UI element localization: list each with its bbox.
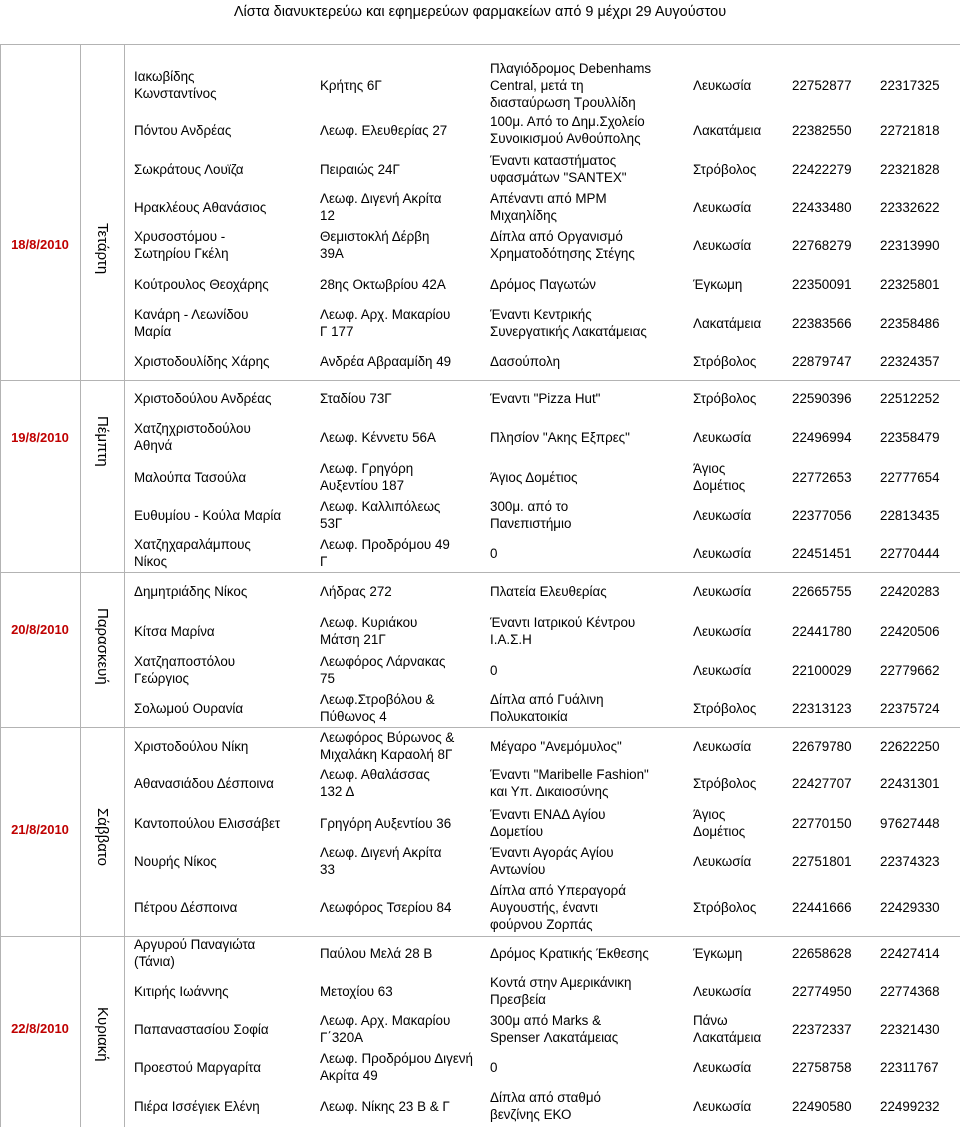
phone-secondary: 22770444 (880, 546, 940, 561)
phone-primary: 22496994 (792, 430, 852, 445)
phone-primary: 22433480 (792, 200, 852, 215)
phone-secondary: 22622250 (880, 739, 940, 754)
area: Στρόβολος (693, 162, 757, 177)
page-title: Λίστα διανυκτερεύω και εφημερεύων φαρμακείων από 9 μέχρι 29 Αυγούστου (233, 4, 727, 20)
address: Λεωφ. Προδρόμου Διγενή Ακρίτα 49 (320, 1051, 473, 1083)
area: Λακατάμεια (693, 316, 762, 331)
phone-primary: 22590396 (792, 391, 852, 406)
phone-secondary: 22721818 (880, 123, 940, 138)
area: Στρόβολος (693, 776, 757, 791)
phone-secondary: 22374323 (880, 854, 940, 869)
phone-secondary: 22321430 (880, 1022, 940, 1037)
weekday-label: Τετάρτη (94, 223, 111, 275)
landmark: Άγιος Δομέτιος (490, 470, 578, 485)
pharmacist-name: Κίτσα Μαρίνα (134, 624, 215, 639)
pharmacist-name: Χρυσοστόμου - Σωτηρίου Γκέλη (134, 229, 229, 261)
landmark: 300μ από Marks & Spenser Λακατάμειας (490, 1013, 619, 1045)
date-label: 19/8/2010 (11, 430, 69, 445)
phone-primary: 22350091 (792, 277, 852, 292)
landmark: Μέγαρο "Ανεμόμυλος" (490, 739, 622, 754)
grid-line (0, 572, 960, 573)
pharmacist-name: Νουρής Νίκος (134, 854, 217, 869)
address: 28ης Οκτωβρίου 42Α (320, 277, 446, 292)
landmark: 0 (490, 663, 498, 678)
landmark: Δίπλα από σταθμό βενζίνης ΕΚΟ (490, 1090, 601, 1122)
area: Λευκωσία (693, 508, 752, 523)
phone-secondary: 22313990 (880, 238, 940, 253)
area: Λευκωσία (693, 200, 752, 215)
area: Λευκωσία (693, 238, 752, 253)
phone-primary: 22658628 (792, 946, 852, 961)
pharmacist-name: Χατζηαποστόλου Γεώργιος (134, 654, 236, 686)
area: Στρόβολος (693, 391, 757, 406)
address: Λεωφ. Αθαλάσσας 132 Δ (320, 767, 430, 799)
landmark: Έναντι "Maribelle Fashion" και Υπ. Δικαιοσύνης (490, 767, 649, 799)
address: Ανδρέα Αβρααμίδη 49 (320, 354, 452, 369)
area: Λευκωσία (693, 854, 752, 869)
address: Μετοχίου 63 (320, 984, 393, 999)
area: Λευκωσία (693, 584, 752, 599)
landmark: 300μ. από το Πανεπιστήμιο (490, 499, 572, 531)
landmark: Δρόμος Κρατικής Έκθεσης (490, 946, 649, 961)
weekday-label: Κυριακή (94, 1007, 111, 1062)
phone-primary: 22772653 (792, 470, 852, 485)
phone-primary: 22752877 (792, 78, 852, 93)
area: Λευκωσία (693, 78, 752, 93)
pharmacist-name: Χριστοδούλου Νίκη (134, 739, 249, 754)
phone-primary: 22313123 (792, 701, 852, 716)
date-label: 21/8/2010 (11, 822, 69, 837)
weekday-label: Σάββατο (94, 808, 111, 866)
phone-primary: 22383566 (792, 316, 852, 331)
landmark: Έναντι Κεντρικής Συνεργατικής Λακατάμειας (490, 307, 647, 339)
phone-primary: 22377056 (792, 508, 852, 523)
phone-primary: 22679780 (792, 739, 852, 754)
area: Λευκωσία (693, 430, 752, 445)
phone-secondary: 22332622 (880, 200, 940, 215)
landmark: Απέναντι από ΜΡΜ Μιχαηλίδης (490, 191, 607, 223)
landmark: Δρόμος Παγωτών (490, 277, 596, 292)
landmark: Πλαγιόδρομος Debenhams Central, μετά τη διασταύρωση Τρουλλίδη (490, 61, 652, 110)
area: Άγιος Δομέτιος (693, 807, 746, 839)
landmark: Έναντι ΕΝΑΔ Αγίου Δομετίου (490, 807, 606, 839)
address: Λεωφ. Ελευθερίας 27 (320, 123, 448, 138)
landmark: Έναντι Ιατρικού Κέντρου Ι.Α.Σ.Η (490, 615, 636, 647)
address: Λεωφ. Αρχ. Μακαρίου Γ΄320Α (320, 1013, 451, 1045)
pharmacist-name: Κιτιρής Ιωάννης (134, 984, 229, 999)
phone-secondary: 22777654 (880, 470, 940, 485)
area: Έγκωμη (693, 277, 743, 292)
landmark: Έναντι "Pizza Hut" (490, 391, 601, 406)
phone-primary: 22770150 (792, 816, 852, 831)
area: Λευκωσία (693, 1099, 752, 1114)
pharmacist-name: Χριστοδουλίδης Χάρης (134, 354, 270, 369)
landmark: 0 (490, 1060, 498, 1075)
area: Λευκωσία (693, 739, 752, 754)
phone-secondary: 22779662 (880, 663, 940, 678)
phone-primary: 22751801 (792, 854, 852, 869)
address: Γρηγόρη Αυξεντίου 36 (320, 816, 452, 831)
phone-primary: 22100029 (792, 663, 852, 678)
address: Λεωφ. Διγενή Ακρίτα 12 (320, 191, 442, 223)
pharmacist-name: Χατζηχαραλάμπους Νίκος (134, 537, 251, 569)
grid-line (0, 44, 960, 45)
pharmacist-name: Αθανασιάδου Δέσποινα (134, 776, 274, 791)
phone-secondary: 22499232 (880, 1099, 940, 1114)
pharmacist-name: Χριστοδούλου Ανδρέας (134, 391, 272, 406)
phone-primary: 22451451 (792, 546, 852, 561)
landmark: Πλατεία Ελευθερίας (490, 584, 607, 599)
phone-secondary: 22420283 (880, 584, 940, 599)
area: Λευκωσία (693, 546, 752, 561)
address: Παύλου Μελά 28 Β (320, 946, 433, 961)
area: Λευκωσία (693, 1060, 752, 1075)
pharmacist-name: Προεστού Μαργαρίτα (134, 1060, 261, 1075)
phone-primary: 22382550 (792, 123, 852, 138)
grid-line (0, 44, 1, 1127)
address: Λεωφ. Κέννετυ 56Α (320, 430, 436, 445)
phone-secondary: 97627448 (880, 816, 940, 831)
area: Στρόβολος (693, 701, 757, 716)
address: Λεωφόρος Τσερίου 84 (320, 900, 452, 915)
area: Λευκωσία (693, 984, 752, 999)
phone-secondary: 22358486 (880, 316, 940, 331)
landmark: 100μ. Από το Δημ.Σχολείο Συνοικισμού Ανθούπολης (490, 114, 645, 146)
date-label: 18/8/2010 (11, 237, 69, 252)
phone-secondary: 22325801 (880, 277, 940, 292)
phone-secondary: 22324357 (880, 354, 940, 369)
address: Κρήτης 6Γ (320, 78, 382, 93)
phone-secondary: 22317325 (880, 78, 940, 93)
phone-secondary: 22427414 (880, 946, 940, 961)
area: Άγιος Δομέτιος (693, 461, 746, 493)
pharmacist-name: Πόντου Ανδρέας (134, 123, 232, 138)
landmark: Έναντι Αγοράς Αγίου Αντωνίου (490, 845, 614, 877)
pharmacist-name: Ευθυμίου - Κούλα Μαρία (134, 508, 282, 523)
pharmacist-name: Χατζηχριστοδούλου Αθηνά (134, 421, 251, 453)
area: Λευκωσία (693, 663, 752, 678)
pharmacist-name: Πιέρα Ισσέγιεκ Ελένη (134, 1099, 260, 1114)
address: Λεωφ. Νίκης 23 Β & Γ (320, 1099, 450, 1114)
area: Στρόβολος (693, 900, 757, 915)
pharmacist-name: Μαλούπα Τασούλα (134, 470, 247, 485)
address: Λεωφ. Αρχ. Μακαρίου Γ 177 (320, 307, 451, 339)
grid-line (0, 727, 960, 728)
phone-primary: 22768279 (792, 238, 852, 253)
pharmacist-name: Αργυρού Παναγιώτα (Τάνια) (134, 937, 256, 969)
landmark: Δίπλα από Οργανισμό Χρηματοδότησης Στέγης (490, 229, 635, 261)
phone-secondary: 22420506 (880, 624, 940, 639)
area: Λακατάμεια (693, 123, 762, 138)
landmark: Κοντά στην Αμερικάνικη Πρεσβεία (490, 975, 632, 1007)
pharmacist-name: Ηρακλέους Αθανάσιος (134, 200, 267, 215)
pharmacist-name: Σολωμού Ουρανία (134, 701, 244, 716)
phone-secondary: 22431301 (880, 776, 940, 791)
date-label: 22/8/2010 (11, 1021, 69, 1036)
phone-primary: 22665755 (792, 584, 852, 599)
date-label: 20/8/2010 (11, 622, 69, 637)
address: Λεωφ. Καλλιπόλεως 53Γ (320, 499, 441, 531)
address: Θεμιστοκλή Δέρβη 39Α (320, 229, 430, 261)
phone-primary: 22441666 (792, 900, 852, 915)
address: Λεωφ. Κυριάκου Μάτση 21Γ (320, 615, 418, 647)
phone-primary: 22441780 (792, 624, 852, 639)
phone-secondary: 22358479 (880, 430, 940, 445)
phone-primary: 22774950 (792, 984, 852, 999)
address: Λεωφ. Διγενή Ακρίτα 33 (320, 845, 442, 877)
weekday-label: Πέμπτη (94, 416, 111, 467)
area: Στρόβολος (693, 354, 757, 369)
phone-secondary: 22813435 (880, 508, 940, 523)
address: Λεωφ.Στροβόλου & Πύθωνος 4 (320, 692, 435, 724)
phone-primary: 22758758 (792, 1060, 852, 1075)
address: Λεωφ. Γρηγόρη Αυξεντίου 187 (320, 461, 414, 493)
landmark: Δασούπολη (490, 354, 561, 369)
pharmacist-name: Σωκράτους Λουϊζα (134, 162, 244, 177)
address: Λήδρας 272 (320, 584, 392, 599)
phone-primary: 22879747 (792, 354, 852, 369)
phone-secondary: 22311767 (880, 1060, 939, 1075)
area: Πάνω Λακατάμεια (693, 1013, 762, 1045)
phone-primary: 22427707 (792, 776, 852, 791)
pharmacist-name: Κανάρη - Λεωνίδου Μαρία (134, 307, 249, 339)
landmark: Δίπλα από Υπεραγορά Αυγουστής, έναντι φούρνου Ζορπάς (490, 883, 627, 932)
phone-secondary: 22321828 (880, 162, 940, 177)
phone-primary: 22490580 (792, 1099, 852, 1114)
address: Πειραιώς 24Γ (320, 162, 400, 177)
phone-secondary: 22429330 (880, 900, 940, 915)
grid-line (0, 380, 960, 381)
pharmacist-name: Ιακωβίδης Κωνσταντίνος (134, 69, 217, 101)
landmark: Έναντι καταστήματος υφασμάτων "SANTEX" (490, 153, 627, 185)
pharmacist-name: Παπαναστασίου Σοφία (134, 1022, 269, 1037)
pharmacist-name: Πέτρου Δέσποινα (134, 900, 238, 915)
pharmacist-name: Καντοπούλου Ελισσάβετ (134, 816, 281, 831)
landmark: 0 (490, 546, 498, 561)
area: Λευκωσία (693, 624, 752, 639)
address: Λεωφ. Προδρόμου 49 Γ (320, 537, 450, 569)
grid-line (124, 44, 125, 1127)
weekday-label: Παρασκευή (94, 608, 111, 685)
phone-secondary: 22774368 (880, 984, 940, 999)
pharmacist-name: Δημητριάδης Νίκος (134, 584, 248, 599)
landmark: Δίπλα από Γυάλινη Πολυκατοικία (490, 692, 604, 724)
pharmacist-name: Κούτρουλος Θεοχάρης (134, 277, 269, 292)
phone-primary: 22422279 (792, 162, 852, 177)
grid-line (80, 44, 81, 1127)
phone-primary: 22372337 (792, 1022, 852, 1037)
address: Λεωφόρος Λάρνακας 75 (320, 654, 446, 686)
area: Έγκωμη (693, 946, 743, 961)
phone-secondary: 22375724 (880, 701, 940, 716)
address: Λεωφόρος Βύρωνος & Μιχαλάκη Καραολή 8Γ (320, 730, 455, 762)
address: Σταδίου 73Γ (320, 391, 392, 406)
phone-secondary: 22512252 (880, 391, 940, 406)
landmark: Πλησίον "Ακης Εξπρες" (490, 430, 630, 445)
